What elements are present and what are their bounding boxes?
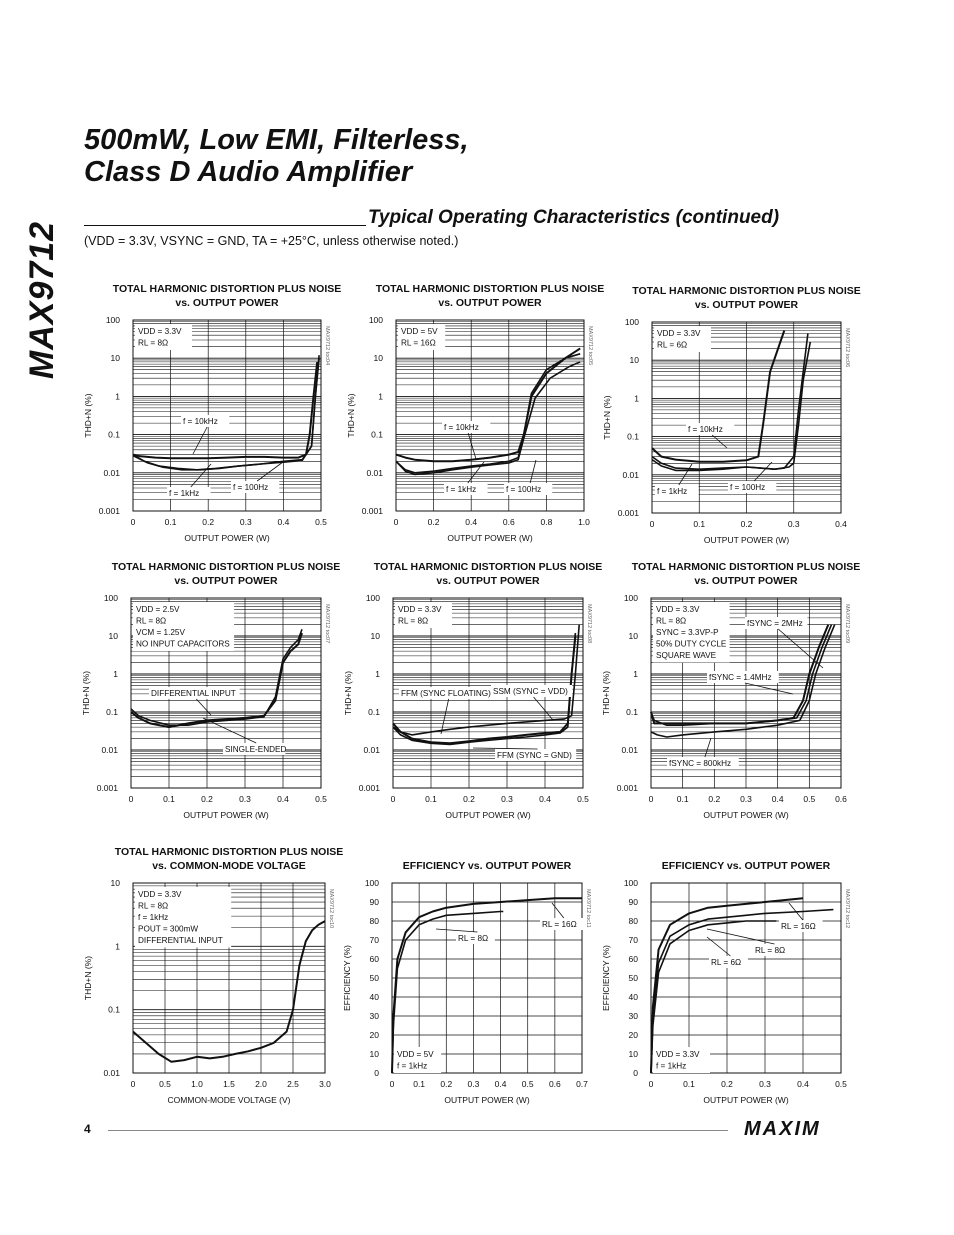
y-tick-label: 0.01 bbox=[363, 745, 380, 755]
series-label: SSM (SYNC = VDD) bbox=[493, 687, 568, 696]
chart-title: TOTAL HARMONIC DISTORTION PLUS NOISE bbox=[373, 561, 603, 573]
y-tick-label: 0.001 bbox=[96, 783, 118, 793]
chart-title-line2: vs. OUTPUT POWER bbox=[438, 297, 542, 309]
y-axis-label: THD+N (%) bbox=[343, 670, 353, 716]
x-tick-label: 0.1 bbox=[413, 1079, 426, 1089]
x-axis-label: OUTPUT POWER (W) bbox=[703, 1095, 789, 1105]
chart-title: TOTAL HARMONIC DISTORTION PLUS NOISE bbox=[111, 561, 341, 573]
chart-title-line2: vs. OUTPUT POWER bbox=[436, 575, 540, 587]
chart-1 bbox=[63, 275, 371, 586]
chart-title-line2: vs. OUTPUT POWER bbox=[175, 297, 279, 309]
chart-title: TOTAL HARMONIC DISTORTION PLUS NOISE bbox=[375, 283, 605, 295]
x-tick-label: 0.1 bbox=[683, 1079, 695, 1089]
x-axis-label: OUTPUT POWER (W) bbox=[183, 810, 269, 820]
y-tick-label: 100 bbox=[364, 878, 379, 888]
conditions-box bbox=[398, 324, 445, 350]
series-line-2 bbox=[133, 358, 319, 470]
chart-title: TOTAL HARMONIC DISTORTION PLUS NOISE bbox=[114, 846, 344, 858]
label-arrow bbox=[705, 738, 711, 757]
y-tick-label: 0.01 bbox=[366, 467, 383, 478]
x-tick-label: 0.1 bbox=[693, 519, 706, 529]
x-axis-label: OUTPUT POWER (W) bbox=[703, 810, 789, 820]
page-number: 4 bbox=[84, 1122, 91, 1136]
y-tick-label: 100 bbox=[368, 315, 383, 325]
series-label: FFM (SYNC = GND) bbox=[497, 751, 572, 760]
x-tick-label: 0.1 bbox=[163, 794, 175, 804]
y-tick-label: 1 bbox=[115, 941, 120, 952]
y-tick-label: 40 bbox=[628, 992, 638, 1002]
series-line-2 bbox=[396, 354, 580, 473]
condition-line: RL = 8Ω bbox=[138, 338, 169, 348]
series-label: SINGLE-ENDED bbox=[225, 745, 287, 754]
condition-line: RL = 8Ω bbox=[136, 616, 167, 626]
footer-rule bbox=[108, 1130, 728, 1131]
label-arrow bbox=[778, 629, 823, 668]
series-label: fSYNC = 800kHz bbox=[669, 759, 732, 768]
x-tick-label: 2.5 bbox=[287, 1079, 299, 1089]
chart-3 bbox=[582, 277, 891, 588]
y-tick-label: 30 bbox=[628, 1011, 638, 1021]
x-tick-label: 0 bbox=[130, 517, 136, 527]
y-tick-label: 90 bbox=[369, 897, 379, 907]
y-tick-label: 0.001 bbox=[98, 506, 120, 516]
chart-title: EFFICIENCY vs. OUTPUT POWER bbox=[661, 860, 831, 872]
condition-line: SQUARE WAVE bbox=[656, 651, 717, 660]
x-axis-label: OUTPUT POWER (W) bbox=[184, 533, 270, 543]
y-tick-label: 0.1 bbox=[106, 707, 118, 717]
y-tick-label: 20 bbox=[628, 1030, 638, 1040]
header-rule bbox=[84, 225, 366, 226]
x-tick-label: 0.3 bbox=[759, 1079, 771, 1089]
y-tick-label: 60 bbox=[369, 954, 379, 964]
x-tick-label: 0.4 bbox=[465, 517, 478, 527]
condition-line: f = 1kHz bbox=[138, 913, 169, 922]
conditions-box bbox=[133, 602, 234, 651]
conditions-box bbox=[135, 324, 192, 350]
x-axis-label: OUTPUT POWER (W) bbox=[445, 810, 531, 820]
x-tick-label: 0 bbox=[128, 794, 134, 804]
series-label: FFM (SYNC FLOATING) bbox=[401, 689, 491, 698]
y-tick-label: 0.01 bbox=[101, 745, 118, 755]
y-tick-label: 10 bbox=[108, 631, 118, 641]
y-tick-label: 40 bbox=[369, 992, 379, 1002]
x-tick-label: 0.4 bbox=[494, 1079, 507, 1089]
condition-line: RL = 8Ω bbox=[656, 616, 687, 626]
y-tick-label: 0.1 bbox=[627, 431, 639, 442]
x-axis-label: OUTPUT POWER (W) bbox=[447, 533, 533, 543]
condition-line: NO INPUT CAPACITORS bbox=[136, 639, 230, 649]
condition-line: VDD = 3.3V bbox=[656, 605, 700, 614]
x-tick-label: 0.5 bbox=[577, 794, 589, 804]
y-tick-label: 0.1 bbox=[368, 707, 380, 717]
chart-tag: MAX9712 toc12 bbox=[844, 889, 850, 929]
x-tick-label: 0 bbox=[130, 1079, 136, 1089]
chart-title-line2: vs. COMMON-MODE VOLTAGE bbox=[152, 860, 306, 872]
x-tick-label: 0.5 bbox=[315, 794, 327, 804]
y-tick-label: 100 bbox=[103, 593, 118, 603]
conditions-box bbox=[653, 602, 730, 663]
chart-title: TOTAL HARMONIC DISTORTION PLUS NOISE bbox=[631, 561, 861, 573]
y-axis-label: THD+N (%) bbox=[602, 395, 612, 440]
condition-line: RL = 8Ω bbox=[138, 901, 169, 911]
maxim-logo: MAXIM bbox=[744, 1118, 821, 1140]
y-tick-label: 0.01 bbox=[103, 467, 120, 478]
x-tick-label: 0.2 bbox=[708, 794, 721, 804]
y-tick-label: 0.1 bbox=[108, 429, 120, 440]
y-tick-label: 1 bbox=[115, 391, 120, 402]
condition-line: f = 1kHz bbox=[656, 1061, 687, 1071]
condition-line: RL = 6Ω bbox=[657, 340, 688, 350]
x-tick-label: 0.2 bbox=[721, 1079, 733, 1089]
series-label: f = 1kHz bbox=[446, 485, 477, 494]
x-axis-label: COMMON-MODE VOLTAGE (V) bbox=[167, 1095, 291, 1105]
x-tick-label: 1.0 bbox=[578, 517, 590, 527]
series-label: f = 1kHz bbox=[169, 489, 200, 498]
x-tick-label: 0.2 bbox=[740, 519, 753, 529]
series-line-1 bbox=[133, 362, 317, 458]
x-tick-label: 0.3 bbox=[740, 794, 752, 804]
label-arrow bbox=[754, 462, 772, 481]
y-axis-label: THD+N (%) bbox=[83, 955, 93, 1001]
condition-line: f = 1kHz bbox=[397, 1061, 428, 1071]
chart-tag: MAX9712 toc08 bbox=[586, 604, 592, 644]
condition-line: RL = 8Ω bbox=[398, 616, 429, 626]
y-axis-label: THD+N (%) bbox=[346, 393, 356, 438]
y-tick-label: 10 bbox=[110, 353, 120, 364]
x-tick-label: 0.6 bbox=[502, 517, 515, 527]
x-tick-label: 0.3 bbox=[501, 794, 513, 804]
chart-title: TOTAL HARMONIC DISTORTION PLUS NOISE bbox=[632, 285, 861, 297]
x-tick-label: 0.4 bbox=[771, 794, 784, 804]
condition-line: VDD = 2.5V bbox=[136, 605, 180, 614]
x-tick-label: 0.7 bbox=[576, 1079, 588, 1089]
x-tick-label: 0.3 bbox=[239, 517, 252, 527]
label-arrow bbox=[196, 699, 211, 715]
x-tick-label: 0.1 bbox=[425, 794, 437, 804]
y-tick-label: 0.001 bbox=[616, 783, 638, 793]
x-tick-label: 0.6 bbox=[548, 1079, 561, 1089]
label-arrow bbox=[441, 699, 449, 734]
condition-line: VDD = 5V bbox=[401, 327, 438, 336]
chart-tag: MAX9712 toc09 bbox=[844, 604, 850, 644]
series-label: DIFFERENTIAL INPUT bbox=[151, 689, 236, 698]
chart-title-line2: vs. OUTPUT POWER bbox=[694, 299, 799, 311]
x-tick-label: 0.4 bbox=[835, 519, 847, 529]
x-tick-label: 0.2 bbox=[463, 794, 475, 804]
chart-tag: MAX9712 toc07 bbox=[324, 604, 330, 644]
y-tick-label: 100 bbox=[365, 593, 380, 603]
condition-line: VDD = 3.3V bbox=[138, 327, 182, 336]
series-label: f = 100Hz bbox=[233, 483, 269, 492]
label-arrow bbox=[257, 462, 283, 481]
chart-tag: MAX9712 toc06 bbox=[844, 328, 850, 368]
x-tick-label: 1.5 bbox=[223, 1079, 235, 1089]
y-tick-label: 0 bbox=[633, 1068, 638, 1078]
x-axis-label: OUTPUT POWER (W) bbox=[444, 1095, 530, 1105]
conditions-box bbox=[395, 602, 452, 628]
title-line-2: Class D Audio Amplifier bbox=[84, 156, 413, 188]
x-tick-label: 2.0 bbox=[255, 1079, 267, 1089]
global-conditions: (VDD = 3.3V, VSYNC = GND, TA = +25°C, unless otherwise noted.) bbox=[84, 234, 459, 248]
x-tick-label: 0.4 bbox=[797, 1079, 809, 1089]
x-tick-label: 0.1 bbox=[164, 517, 177, 527]
y-tick-label: 100 bbox=[623, 878, 638, 888]
x-tick-label: 0.4 bbox=[277, 794, 289, 804]
series-label: f = 10kHz bbox=[688, 425, 723, 434]
x-tick-label: 3.0 bbox=[319, 1079, 331, 1089]
x-tick-label: 0.2 bbox=[440, 1079, 453, 1089]
label-arrow bbox=[707, 929, 774, 944]
condition-line: VDD = 3.3V bbox=[398, 605, 442, 614]
y-tick-label: 0.001 bbox=[361, 506, 383, 516]
label-arrow bbox=[745, 683, 793, 694]
x-tick-label: 0.2 bbox=[427, 517, 440, 527]
chart-title-line2: vs. OUTPUT POWER bbox=[694, 575, 798, 587]
y-axis-label: EFFICIENCY (%) bbox=[601, 945, 611, 1011]
x-tick-label: 0.5 bbox=[835, 1079, 847, 1089]
series-label: f = 100Hz bbox=[506, 485, 542, 494]
y-tick-label: 10 bbox=[369, 1049, 379, 1059]
label-arrow bbox=[203, 718, 256, 743]
y-tick-label: 0.1 bbox=[108, 1004, 120, 1015]
x-tick-label: 0.8 bbox=[540, 517, 553, 527]
section-title: Typical Operating Characteristics (continued) bbox=[368, 207, 780, 228]
y-axis-label: THD+N (%) bbox=[83, 393, 93, 438]
y-tick-label: 50 bbox=[369, 973, 379, 983]
y-tick-label: 10 bbox=[628, 631, 638, 641]
x-tick-label: 0.5 bbox=[803, 794, 816, 804]
y-tick-label: 0.01 bbox=[622, 469, 639, 480]
y-tick-label: 100 bbox=[105, 315, 120, 325]
condition-line: 50% DUTY CYCLE bbox=[656, 639, 727, 649]
y-tick-label: 1 bbox=[113, 669, 118, 679]
y-tick-label: 100 bbox=[623, 593, 638, 603]
label-arrow bbox=[436, 929, 477, 932]
y-tick-label: 30 bbox=[369, 1011, 379, 1021]
y-tick-label: 10 bbox=[628, 1049, 638, 1059]
x-tick-label: 0.5 bbox=[315, 517, 327, 527]
y-tick-label: 70 bbox=[369, 935, 379, 945]
x-tick-label: 0 bbox=[649, 519, 655, 529]
series-label: f = 10kHz bbox=[444, 423, 479, 432]
series-label: RL = 8Ω bbox=[458, 934, 489, 943]
condition-line: VDD = 3.3V bbox=[138, 890, 182, 899]
y-tick-label: 50 bbox=[628, 973, 638, 983]
conditions-box bbox=[394, 1047, 441, 1073]
condition-line: VDD = 5V bbox=[397, 1050, 434, 1059]
conditions-box bbox=[654, 326, 711, 352]
conditions-box bbox=[135, 887, 231, 948]
y-tick-label: 1 bbox=[378, 391, 383, 402]
x-tick-label: 1.0 bbox=[191, 1079, 203, 1089]
x-tick-label: 0.5 bbox=[521, 1079, 534, 1089]
y-tick-label: 0.1 bbox=[371, 429, 383, 440]
series-line-3 bbox=[133, 355, 319, 470]
x-tick-label: 0.2 bbox=[201, 794, 213, 804]
x-tick-label: 0 bbox=[389, 1079, 395, 1089]
condition-line: RL = 16Ω bbox=[401, 338, 436, 348]
series-label: fSYNC = 2MHz bbox=[747, 619, 803, 628]
series-label: f = 10kHz bbox=[183, 417, 218, 426]
condition-line: VDD = 3.3V bbox=[657, 329, 701, 338]
y-tick-label: 0.01 bbox=[621, 745, 638, 755]
conditions-box bbox=[653, 1047, 710, 1073]
series-label: f = 1kHz bbox=[657, 487, 688, 496]
y-tick-label: 90 bbox=[628, 897, 638, 907]
condition-line: POUT = 300mW bbox=[138, 924, 199, 934]
y-axis-label: THD+N (%) bbox=[601, 670, 611, 716]
condition-line: VCM = 1.25V bbox=[136, 628, 185, 637]
y-tick-label: 100 bbox=[624, 317, 639, 327]
y-tick-label: 1 bbox=[375, 669, 380, 679]
chart-tag: MAX9712 toc10 bbox=[328, 889, 334, 929]
x-tick-label: 0 bbox=[393, 517, 399, 527]
x-tick-label: 0.2 bbox=[202, 517, 215, 527]
condition-line: DIFFERENTIAL INPUT bbox=[138, 936, 223, 945]
y-tick-label: 10 bbox=[373, 353, 383, 364]
chart-6 bbox=[581, 553, 891, 863]
x-tick-label: 0 bbox=[648, 794, 654, 804]
y-tick-label: 10 bbox=[629, 355, 639, 366]
x-tick-label: 0.5 bbox=[159, 1079, 171, 1089]
y-tick-label: 10 bbox=[370, 631, 380, 641]
x-tick-label: 0 bbox=[648, 1079, 654, 1089]
series-label: RL = 8Ω bbox=[755, 946, 786, 955]
condition-line: VDD = 3.3V bbox=[656, 1050, 700, 1059]
series-line-2 bbox=[652, 342, 810, 469]
x-axis-label: OUTPUT POWER (W) bbox=[703, 535, 790, 545]
series-label: RL = 16Ω bbox=[542, 920, 577, 929]
x-tick-label: 0.3 bbox=[787, 519, 800, 529]
y-tick-label: 1 bbox=[633, 669, 638, 679]
x-tick-label: 0.6 bbox=[835, 794, 847, 804]
label-arrow bbox=[473, 748, 538, 749]
chart-title-line2: vs. OUTPUT POWER bbox=[174, 575, 278, 587]
y-tick-label: 60 bbox=[628, 954, 638, 964]
label-arrow bbox=[552, 903, 564, 918]
chart-9 bbox=[581, 838, 891, 1148]
label-arrow bbox=[530, 460, 536, 483]
series-label: RL = 6Ω bbox=[711, 958, 742, 967]
y-tick-label: 20 bbox=[369, 1030, 379, 1040]
page-title bbox=[84, 124, 469, 188]
y-tick-label: 0 bbox=[374, 1068, 379, 1078]
part-number-vertical: MAX9712 bbox=[23, 220, 61, 380]
x-tick-label: 0.3 bbox=[239, 794, 251, 804]
condition-line: SYNC = 3.3VP-P bbox=[656, 628, 719, 637]
chart-title: TOTAL HARMONIC DISTORTION PLUS NOISE bbox=[112, 283, 342, 295]
series-label: RL = 16Ω bbox=[781, 922, 816, 931]
y-tick-label: 10 bbox=[110, 878, 120, 888]
y-tick-label: 0.1 bbox=[626, 707, 638, 717]
y-tick-label: 0.01 bbox=[103, 1068, 120, 1078]
y-axis-label: EFFICIENCY (%) bbox=[342, 945, 352, 1011]
x-tick-label: 0 bbox=[390, 794, 396, 804]
y-tick-label: 1 bbox=[634, 393, 639, 404]
x-tick-label: 0.4 bbox=[277, 517, 290, 527]
series-label: f = 100Hz bbox=[730, 483, 766, 492]
x-tick-label: 0.3 bbox=[467, 1079, 480, 1089]
series-label: fSYNC = 1.4MHz bbox=[709, 673, 772, 682]
chart-title: EFFICIENCY vs. OUTPUT POWER bbox=[402, 860, 572, 872]
chart-tag: MAX9712 toc05 bbox=[587, 326, 593, 366]
chart-tag: MAX9712 toc11 bbox=[585, 889, 591, 928]
y-tick-label: 80 bbox=[369, 916, 379, 926]
x-tick-label: 0.1 bbox=[676, 794, 689, 804]
y-tick-label: 80 bbox=[628, 916, 638, 926]
y-tick-label: 70 bbox=[628, 935, 638, 945]
title-line-1: 500mW, Low EMI, Filterless, bbox=[84, 124, 469, 156]
y-tick-label: 0.001 bbox=[358, 783, 380, 793]
y-tick-label: 0.001 bbox=[617, 508, 639, 518]
chart-tag: MAX9712 toc04 bbox=[324, 326, 330, 366]
x-tick-label: 0.4 bbox=[539, 794, 551, 804]
y-axis-label: THD+N (%) bbox=[81, 670, 91, 716]
